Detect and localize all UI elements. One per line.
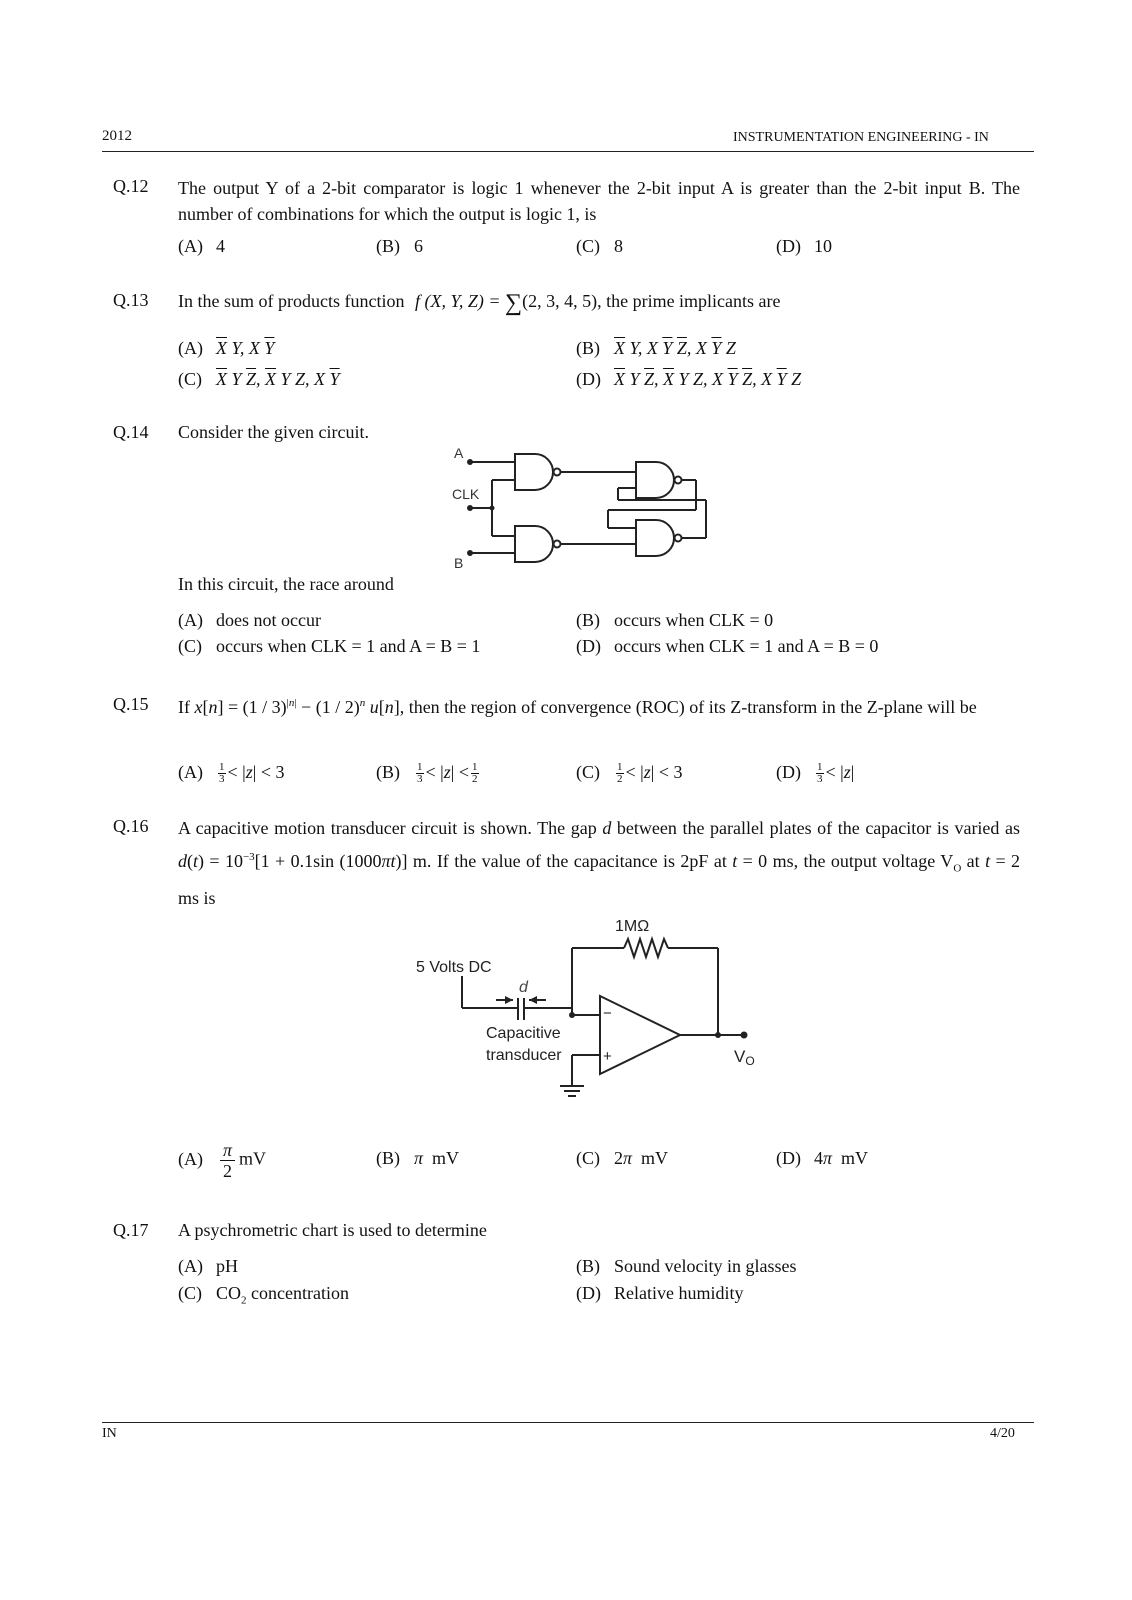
q17-option-b[interactable]: (B) Sound velocity in glasses bbox=[576, 1256, 797, 1276]
header-year: 2012 bbox=[102, 128, 132, 144]
nand-gate-4 bbox=[636, 520, 674, 556]
footer-rule bbox=[102, 1422, 1034, 1423]
transducer-label-1: Capacitive bbox=[486, 1025, 561, 1042]
op-amp bbox=[600, 996, 680, 1074]
q16-gap-formula: $d(t) = 10^{-3}[1 + 0.1\sin$ (1000πt)] m bbox=[178, 851, 427, 871]
q13-option-d[interactable]: (D) $\overline{X}$ Y $\overline{Z}$, $\overline{X}$ Y Z, X $\overline{Y}$ $\overline{Z}$, X $\overline{Y}$ Z bbox=[576, 369, 802, 389]
q15-sequence: x[n] = (1 / 3)$^{|n|}$ − (1 / 2)$^n$ u[n] bbox=[194, 697, 400, 717]
q13-function: f (X, Y, Z) = bbox=[414, 291, 501, 311]
q13-text: In the sum of products function f (X, Y, Z) = ∑(2, 3, 4, 5), the prime implicants are bbox=[178, 290, 781, 316]
q14-option-d[interactable]: (D) occurs when CLK = 1 and A = B = 0 bbox=[576, 636, 879, 656]
q17-text: A psychrometric chart is used to determine bbox=[178, 1220, 487, 1240]
capacitive-transducer-circuit bbox=[410, 910, 780, 1105]
option-label: (B) bbox=[376, 236, 400, 256]
q15-option-a[interactable]: (A) $\frac{1}{3}$ < |z| < 3 bbox=[178, 761, 285, 786]
circuit-label-a: A bbox=[454, 445, 464, 461]
q15-option-b[interactable]: (B) $\frac{1}{3}$ < |z| < $\frac{1}{2}$ bbox=[376, 761, 478, 786]
nand-gate-1 bbox=[515, 454, 553, 490]
q12-text: The output Y of a 2-bit comparator is logic 1 whenever the 2-bit input A is greater than the 2-bit input B. The number of combinations for which the output is logic 1, is bbox=[178, 178, 1020, 224]
gap-label: d bbox=[519, 979, 528, 996]
q16-text: A capacitive motion transducer circuit is shown. The gap d between the parallel plates of the capacitor is varied as $d(t) = 10^{-3}[1 + 0.1\sin$ (1000πt)] m. If the value of the capacitance is 2pF at t = 0 ms, the output voltage $V_O$ at t = 2 ms is bbox=[178, 818, 1021, 908]
nand-gate-3 bbox=[636, 462, 674, 498]
footer-page-number: 4/20 bbox=[990, 1426, 1015, 1441]
q17-option-d[interactable]: (D) Relative humidity bbox=[576, 1283, 744, 1303]
header-paper-title: INSTRUMENTATION ENGINEERING - IN bbox=[733, 130, 989, 145]
sigma-symbol: ∑ bbox=[504, 290, 523, 316]
transducer-label-2: transducer bbox=[486, 1047, 562, 1064]
q17-number: Q.17 bbox=[113, 1220, 149, 1240]
q14-option-c[interactable]: (C) occurs when CLK = 1 and A = B = 1 bbox=[178, 636, 481, 656]
q15-option-c[interactable]: (C) $\frac{1}{2}$ < |z| < 3 bbox=[576, 761, 683, 786]
q17-option-a[interactable]: (A) pH bbox=[178, 1256, 238, 1276]
header-rule bbox=[102, 151, 1034, 152]
q14-option-b[interactable]: (B) occurs when CLK = 0 bbox=[576, 610, 774, 630]
nand-latch-circuit bbox=[440, 440, 740, 575]
q13-option-c[interactable]: (C) $\overline{X}$ Y $\overline{Z}$, $\overline{X}$ Y Z, X $\overline{Y}$ bbox=[178, 369, 340, 389]
q14-option-a[interactable]: (A) does not occur bbox=[178, 610, 321, 630]
resistor-label: 1MΩ bbox=[615, 918, 650, 935]
q12-number: Q.12 bbox=[113, 176, 149, 196]
q16-option-a[interactable]: (A) $\frac{\pi}{2}$ mV bbox=[178, 1140, 266, 1181]
q16-option-c[interactable]: (C) 2π mV bbox=[576, 1148, 669, 1168]
q14-after-text: In this circuit, the race around bbox=[178, 574, 394, 594]
option-label: (D) bbox=[776, 236, 801, 256]
output-label: VO bbox=[734, 1047, 755, 1068]
plus-label: + bbox=[603, 1048, 612, 1065]
q12-option-d[interactable]: (D) 10 bbox=[776, 236, 832, 256]
option-label: (C) bbox=[576, 236, 600, 256]
q15-number: Q.15 bbox=[113, 694, 149, 714]
q12-option-b[interactable]: (B) 6 bbox=[376, 236, 423, 256]
circuit-label-b: B bbox=[454, 555, 464, 571]
q12-option-a[interactable]: (A) 4 bbox=[178, 236, 225, 256]
source-label: 5 Volts DC bbox=[416, 959, 492, 976]
q12-option-c[interactable]: (C) 8 bbox=[576, 236, 623, 256]
q15-option-d[interactable]: (D) $\frac{1}{3}$ < |z| bbox=[776, 761, 855, 786]
footer-code: IN bbox=[102, 1426, 117, 1441]
nand-gate-2 bbox=[515, 526, 553, 562]
circuit-label-clk: CLK bbox=[452, 486, 480, 502]
q16-option-d[interactable]: (D) 4π mV bbox=[776, 1148, 869, 1168]
q14-number: Q.14 bbox=[113, 422, 149, 442]
q15-text: If x[n] = (1 / 3)$^{|n|}$ − (1 / 2)$^n$ u[n], then the region of convergence (ROC) of its Z-transform in the Z-plane will be bbox=[178, 697, 977, 717]
q16-option-b[interactable]: (B) π mV bbox=[376, 1148, 460, 1168]
q14-text: Consider the given circuit. bbox=[178, 422, 369, 442]
q17-option-c[interactable]: (C) $CO_2$ concentration bbox=[178, 1283, 349, 1307]
option-label: (A) bbox=[178, 236, 203, 256]
q16-number: Q.16 bbox=[113, 816, 149, 836]
q13-option-a[interactable]: (A) $\overline{X}$ Y, X $\overline{Y}$ bbox=[178, 338, 275, 358]
q13-option-b[interactable]: (B) $\overline{X}$ Y, X $\overline{Y}$ $\overline{Z}$, X $\overline{Y}$ Z bbox=[576, 338, 736, 358]
minus-label: − bbox=[603, 1005, 612, 1022]
q13-number: Q.13 bbox=[113, 290, 149, 310]
